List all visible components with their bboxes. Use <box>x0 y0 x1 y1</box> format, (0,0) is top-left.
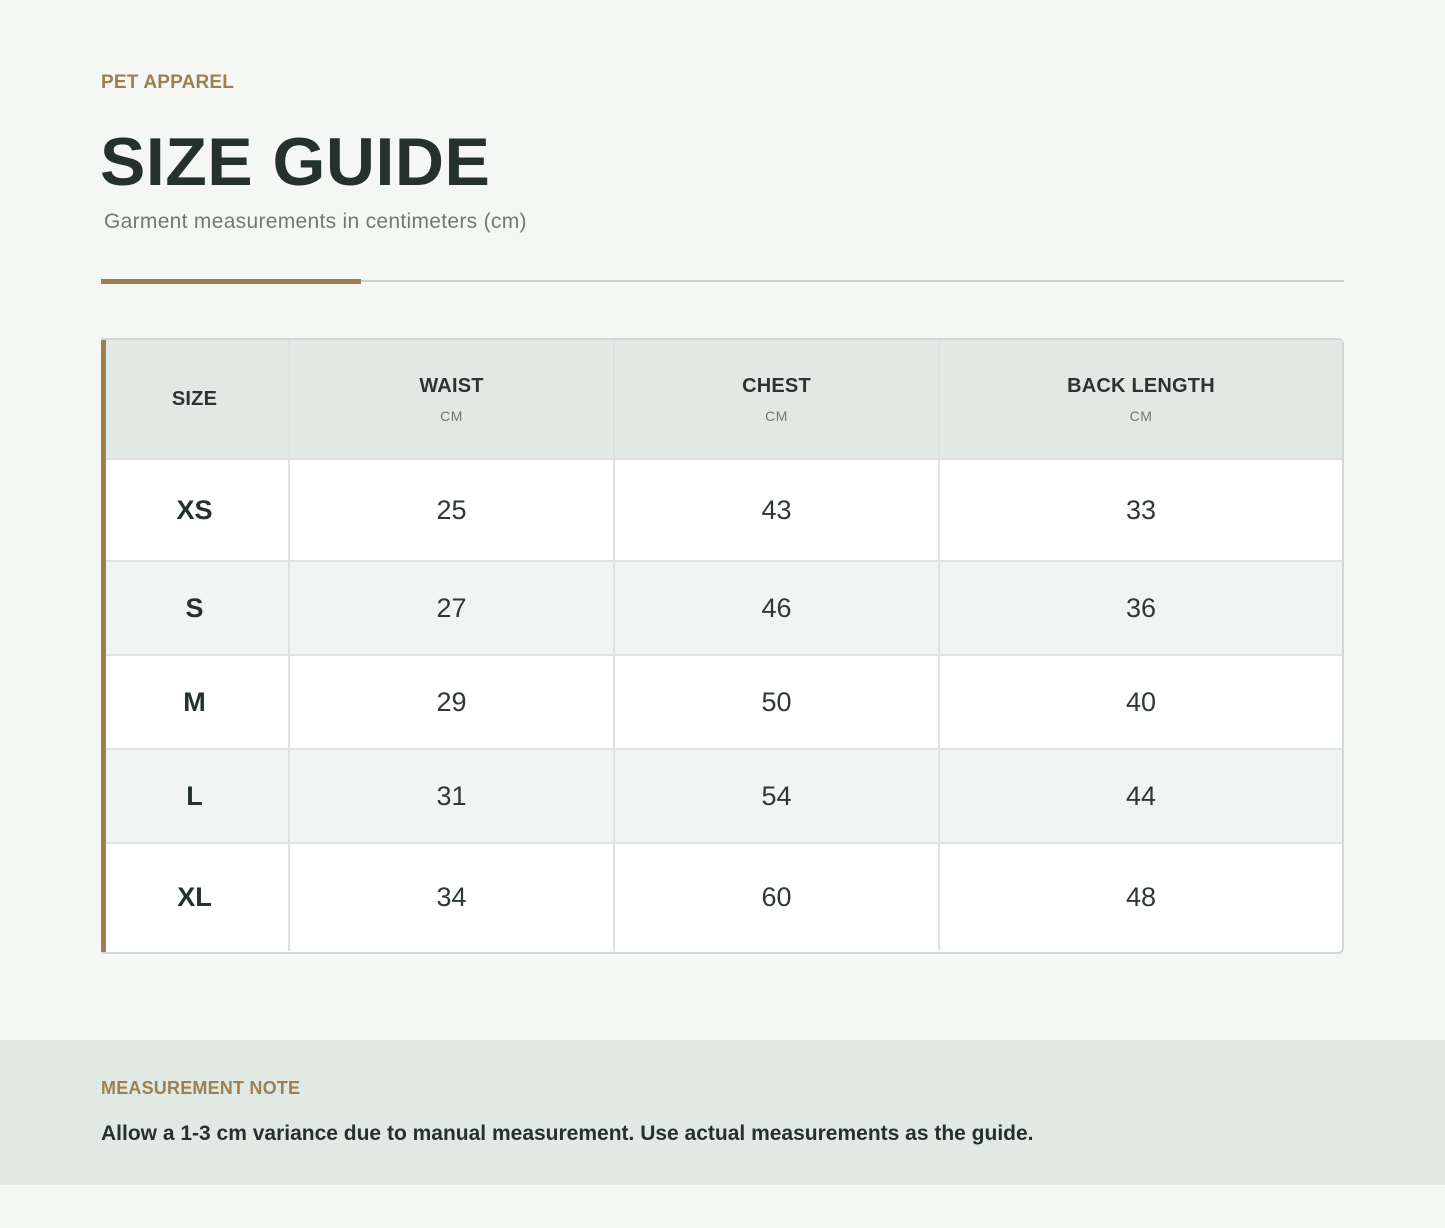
column-header-label: SIZE <box>171 387 218 410</box>
table-row <box>101 459 1342 561</box>
column-header-label: BACK LENGTH <box>1067 374 1215 397</box>
column-header-size <box>101 340 289 459</box>
waist-cell: 27 <box>289 561 614 655</box>
table-header-row <box>101 340 1342 459</box>
back-length-cell: 48 <box>1125 882 1157 912</box>
column-header-waist <box>289 340 614 459</box>
waist-cell: 25 <box>289 459 614 561</box>
measurement-note-section <box>0 1040 1445 1185</box>
column-header-back-length <box>939 340 1342 459</box>
chest-cell: 60 <box>614 843 939 951</box>
column-header-unit: CM <box>440 407 463 424</box>
table-accent-bar <box>101 340 106 952</box>
size-cell: M <box>101 655 289 749</box>
column-header-unit: CM <box>1129 407 1153 424</box>
size-cell: L <box>101 749 289 843</box>
chest-cell: 50 <box>614 655 939 749</box>
page-subtitle: Garment measurements in centimeters (cm) <box>104 210 527 233</box>
waist-cell: 34 <box>289 843 614 951</box>
table-row <box>101 749 1342 843</box>
size-cell: XS <box>101 459 289 561</box>
chest-cell: 54 <box>614 749 939 843</box>
chest-cell: 46 <box>614 561 939 655</box>
back-length-cell: 36 <box>939 561 1342 655</box>
back-length-cell: 33 <box>939 459 1342 561</box>
size-cell: XL <box>101 843 289 951</box>
table-row <box>101 655 1342 749</box>
page-title: SIZE GUIDE <box>100 124 491 200</box>
back-length-cell: 40 <box>939 655 1342 749</box>
size-table <box>101 340 1342 951</box>
note-text: Allow a 1-3 cm variance due to manual measurement. Use actual measurements as the guide. <box>101 1122 1034 1145</box>
column-header-unit: CM <box>765 407 788 424</box>
category-eyebrow: PET APPAREL <box>101 72 235 93</box>
table-row <box>101 843 1342 951</box>
column-header-label: WAIST <box>419 374 484 397</box>
column-header-label: CHEST <box>742 374 811 397</box>
waist-cell: 31 <box>289 749 614 843</box>
size-cell: S <box>101 561 289 655</box>
column-header-chest <box>614 340 939 459</box>
table-row <box>101 561 1342 655</box>
back-length-cell: 44 <box>939 749 1342 843</box>
note-label: MEASUREMENT NOTE <box>101 1078 301 1098</box>
size-table-container <box>101 338 1344 954</box>
divider-accent <box>101 279 361 284</box>
chest-cell: 43 <box>614 459 939 561</box>
waist-cell: 29 <box>289 655 614 749</box>
